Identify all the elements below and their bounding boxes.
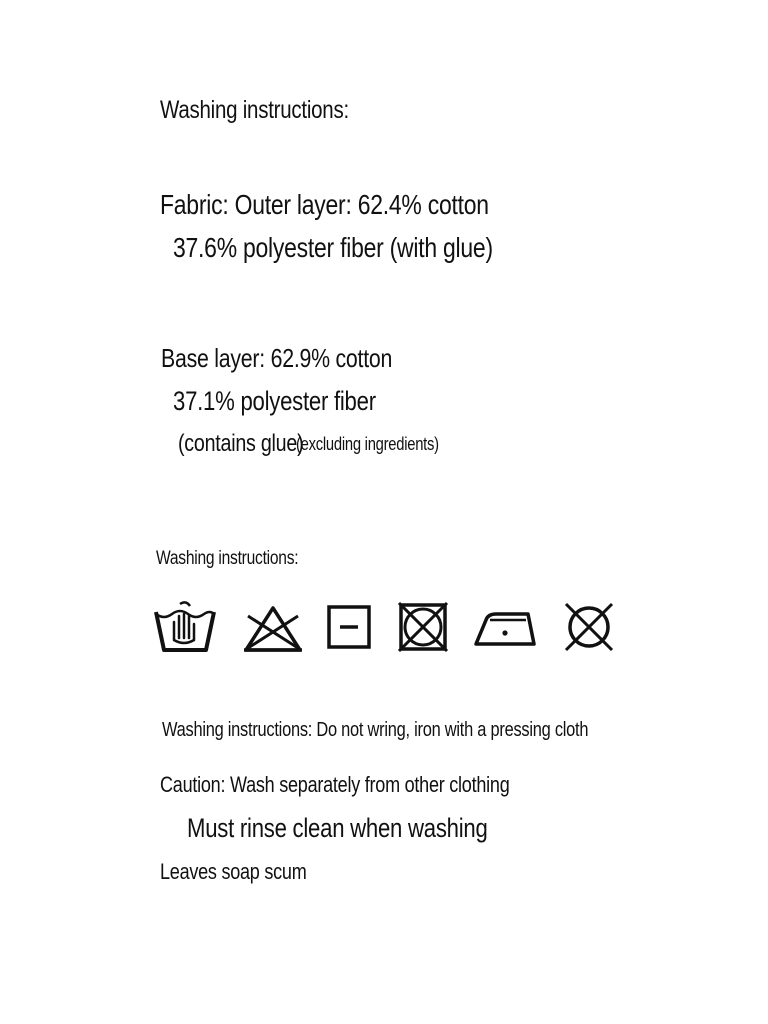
soap-scum-line: Leaves soap scum [160, 859, 307, 884]
washing-instructions-heading: Washing instructions: [160, 96, 349, 124]
base-layer-line: Base layer: 62.9% cotton [161, 343, 393, 373]
dry-flat-icon [320, 598, 390, 658]
fabric-polyester-line: 37.6% polyester fiber (with glue) [173, 232, 493, 263]
caution-line: Caution: Wash separately from other clothing [160, 772, 510, 797]
care-symbols-row [150, 598, 630, 658]
do-not-tumble-dry-icon [390, 598, 460, 658]
do-not-dry-clean-icon [556, 598, 626, 658]
fabric-outer-layer-line: Fabric: Outer layer: 62.4% cotton [160, 189, 489, 220]
rinse-line: Must rinse clean when washing [187, 813, 488, 843]
iron-low-heat-icon [468, 598, 538, 658]
do-not-bleach-icon [238, 598, 308, 658]
base-glue-line: (contains glue) [178, 430, 304, 457]
hand-wash-icon [150, 598, 220, 658]
excluding-ingredients-note: (excluding ingredients) [296, 434, 439, 454]
base-polyester-line: 37.1% polyester fiber [173, 386, 376, 416]
washing-note: Washing instructions: Do not wring, iron with a pressing cloth [162, 719, 589, 741]
symbols-heading: Washing instructions: [156, 548, 299, 569]
